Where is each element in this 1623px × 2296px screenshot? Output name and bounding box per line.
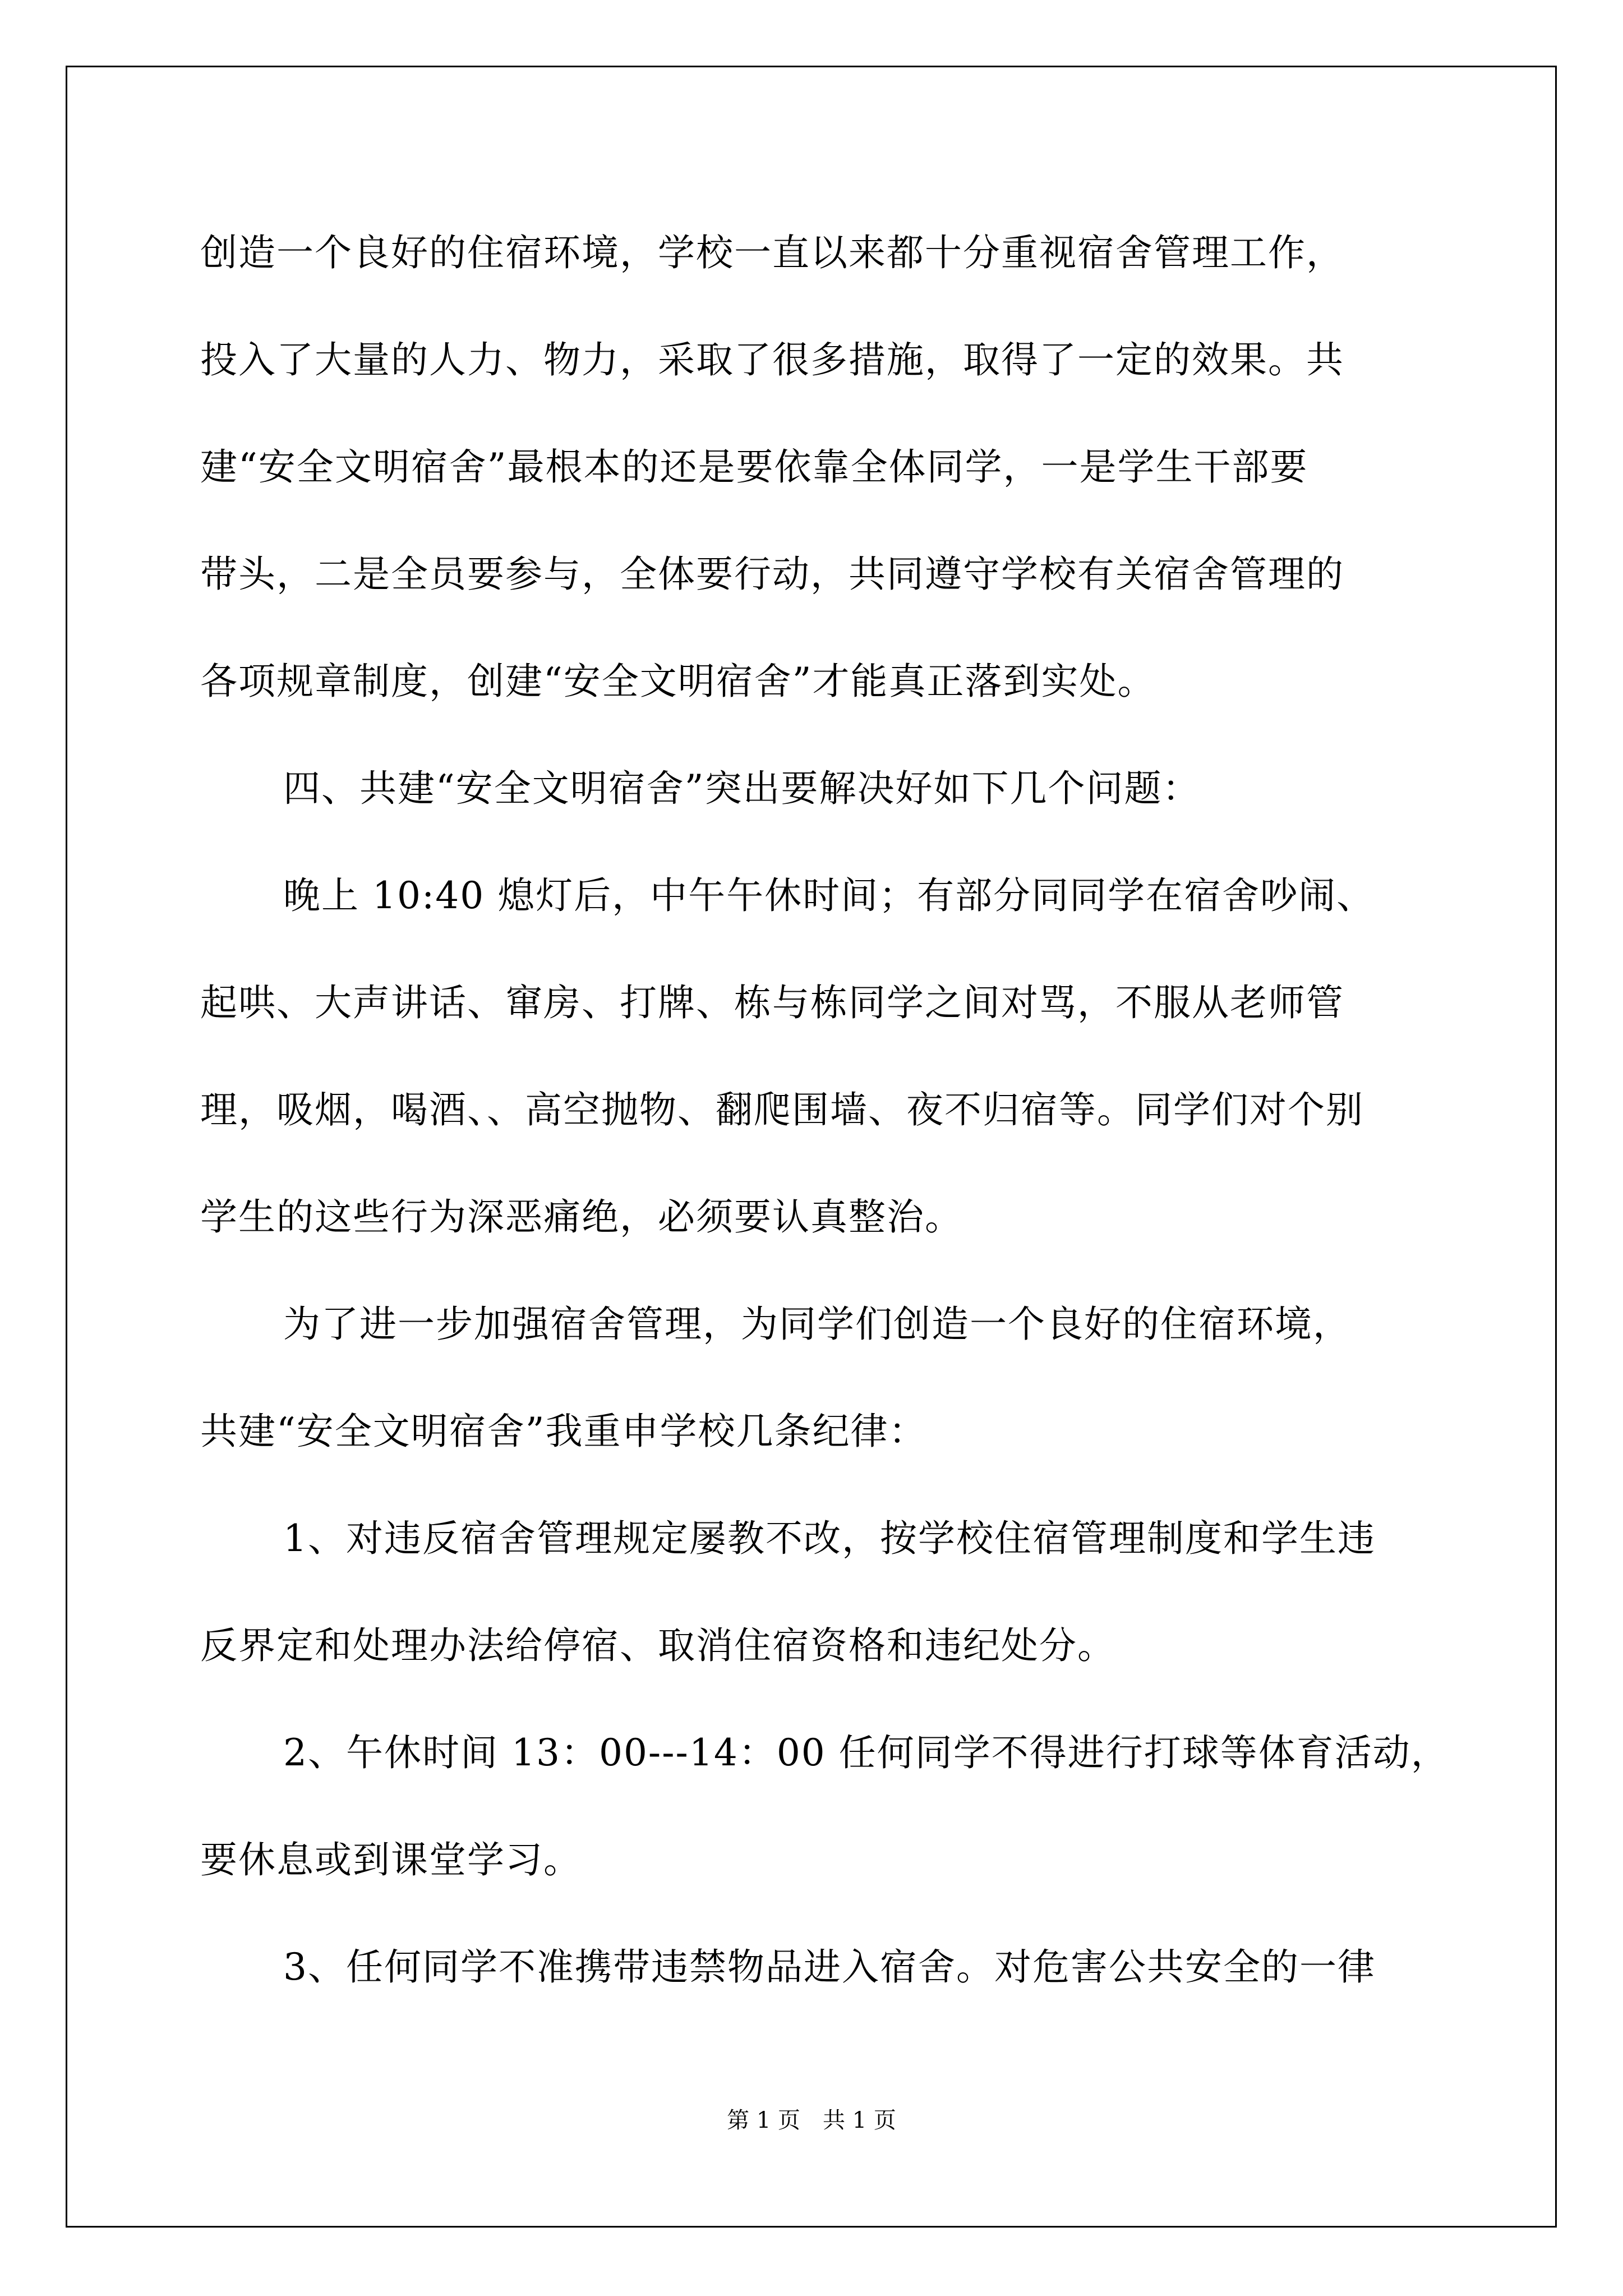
page-number-footer: 第 1 页 共 1 页 [727,2108,896,2133]
text-line: 反界定和处理办法给停宿、取消住宿资格和违纪处分。 [200,1624,1115,1667]
text-line: 理，吸烟，喝酒、、高空抛物、翻爬围墙、夜不归宿等。同学们对个别 [200,1088,1364,1131]
rule-item: 2、午休时间 13：00---14：00 任何同学不得进行打球等体育活动， [283,1731,1449,1774]
text-line: 学生的这些行为深恶痛绝，必须要认真整治。 [200,1195,963,1239]
text-line: 建“安全文明宿舍”最根本的还是要依靠全体同学，一是学生干部要 [200,445,1308,489]
section-heading: 四、共建“安全文明宿舍”突出要解决好如下几个问题： [283,767,1201,810]
rule-item: 1、对违反宿舍管理规定屡教不改，按学校住宿管理制度和学生违 [283,1517,1376,1560]
document-body [200,199,1449,2021]
text-line: 晚上 10:40 熄灯后，中午午休时间；有部分同同学在宿舍吵闹、 [283,874,1375,917]
text-line: 要休息或到课堂学习。 [200,1838,582,1881]
rule-item: 3、任何同学不准携带违禁物品进入宿舍。对危害公共安全的一律 [283,1945,1376,1989]
text-line: 各项规章制度，创建“安全文明宿舍”才能真正落到实处。 [200,660,1156,703]
text-line: 投入了大量的人力、物力，采取了很多措施，取得了一定的效果。共 [200,338,1344,381]
text-line: 为了进一步加强宿舍管理，为同学们创造一个良好的住宿环境， [283,1303,1351,1346]
text-line: 创造一个良好的住宿环境，学校一直以来都十分重视宿舍管理工作， [200,231,1344,274]
text-line: 共建“安全文明宿舍”我重申学校几条纪律： [200,1410,927,1453]
text-line: 起哄、大声讲话、窜房、打牌、栋与栋同学之间对骂，不服从老师管 [200,981,1344,1024]
text-line: 带头，二是全员要参与，全体要行动，共同遵守学校有关宿舍管理的 [200,553,1344,596]
